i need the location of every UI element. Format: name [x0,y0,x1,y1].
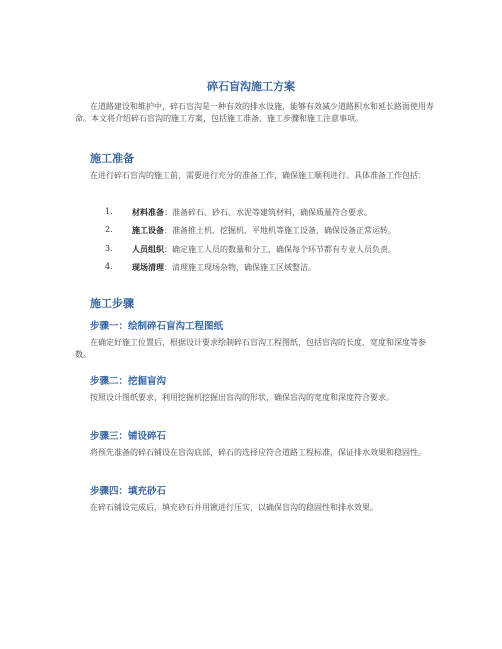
step-heading: 步骤四：填充砂石 [90,486,167,497]
step-paragraph: 在碎石铺设完成后，填充砂石并用锹进行压实，以确保盲沟的稳固性和排水效果。 [90,503,378,512]
step-paragraph: 按照设计图纸要求，利用挖掘机挖掘出盲沟的形状，确保盲沟的宽度和深度符合要求。 [90,393,394,402]
list-term: 现场清理 [132,262,164,273]
step-heading: 步骤三：铺设碎石 [90,431,167,442]
list-number: 1. [105,207,113,216]
list-number: 2. [105,225,113,235]
list-term: 人员组织 [132,243,164,254]
list-number: 4. [105,262,113,272]
step-heading: 步骤一：绘制碎石盲沟工程图纸 [90,321,224,332]
list-number: 3. [105,243,113,253]
list-item [90,261,438,274]
step-paragraph: 在确定好施工位置后，根据设计要求绘制碎石盲沟工程图纸，包括盲沟的长度、宽度和深度等参数。 [75,338,426,360]
list-item [90,206,438,219]
document-title: 碎石盲沟施工方案 [207,80,295,93]
list-term: 施工设备 [132,225,164,236]
section-heading-steps: 施工步骤 [90,297,134,310]
list-text: ：清理施工现场杂物，确保施工区域整洁。 [164,263,316,273]
intro-paragraph: 在道路建设和维护中，碎石盲沟是一种有效的排水设施，能够有效减少道路积水和延长路面使用寿命。本文将介绍碎石盲沟的施工方案，包括施工准备、施工步骤和施工注意事项。 [75,102,434,124]
list-text: ：确定施工人员的数量和分工，确保每个环节都有专业人员负责。 [164,244,396,254]
step-paragraph: 将预先准备的碎石铺设在盲沟底部，碎石的选择应符合道路工程标准，保证排水效果和稳固性。 [90,448,426,457]
list-term: 材料准备 [132,207,164,217]
list-text: ：准备碎石、砂石、水泥等建筑材料，确保质量符合要求。 [164,208,372,217]
preparation-paragraph: 在进行碎石盲沟的施工前，需要进行充分的准备工作，确保施工顺利进行。具体准备工作包括： [90,171,426,180]
section-heading-preparation: 施工准备 [90,152,134,165]
list-item [90,224,438,237]
list-item [90,243,438,256]
list-text: ：准备推土机、挖掘机、平地机等施工设备，确保设备正常运转。 [164,226,396,236]
step-heading: 步骤二：挖掘盲沟 [90,376,167,387]
preparation-list [90,206,438,280]
